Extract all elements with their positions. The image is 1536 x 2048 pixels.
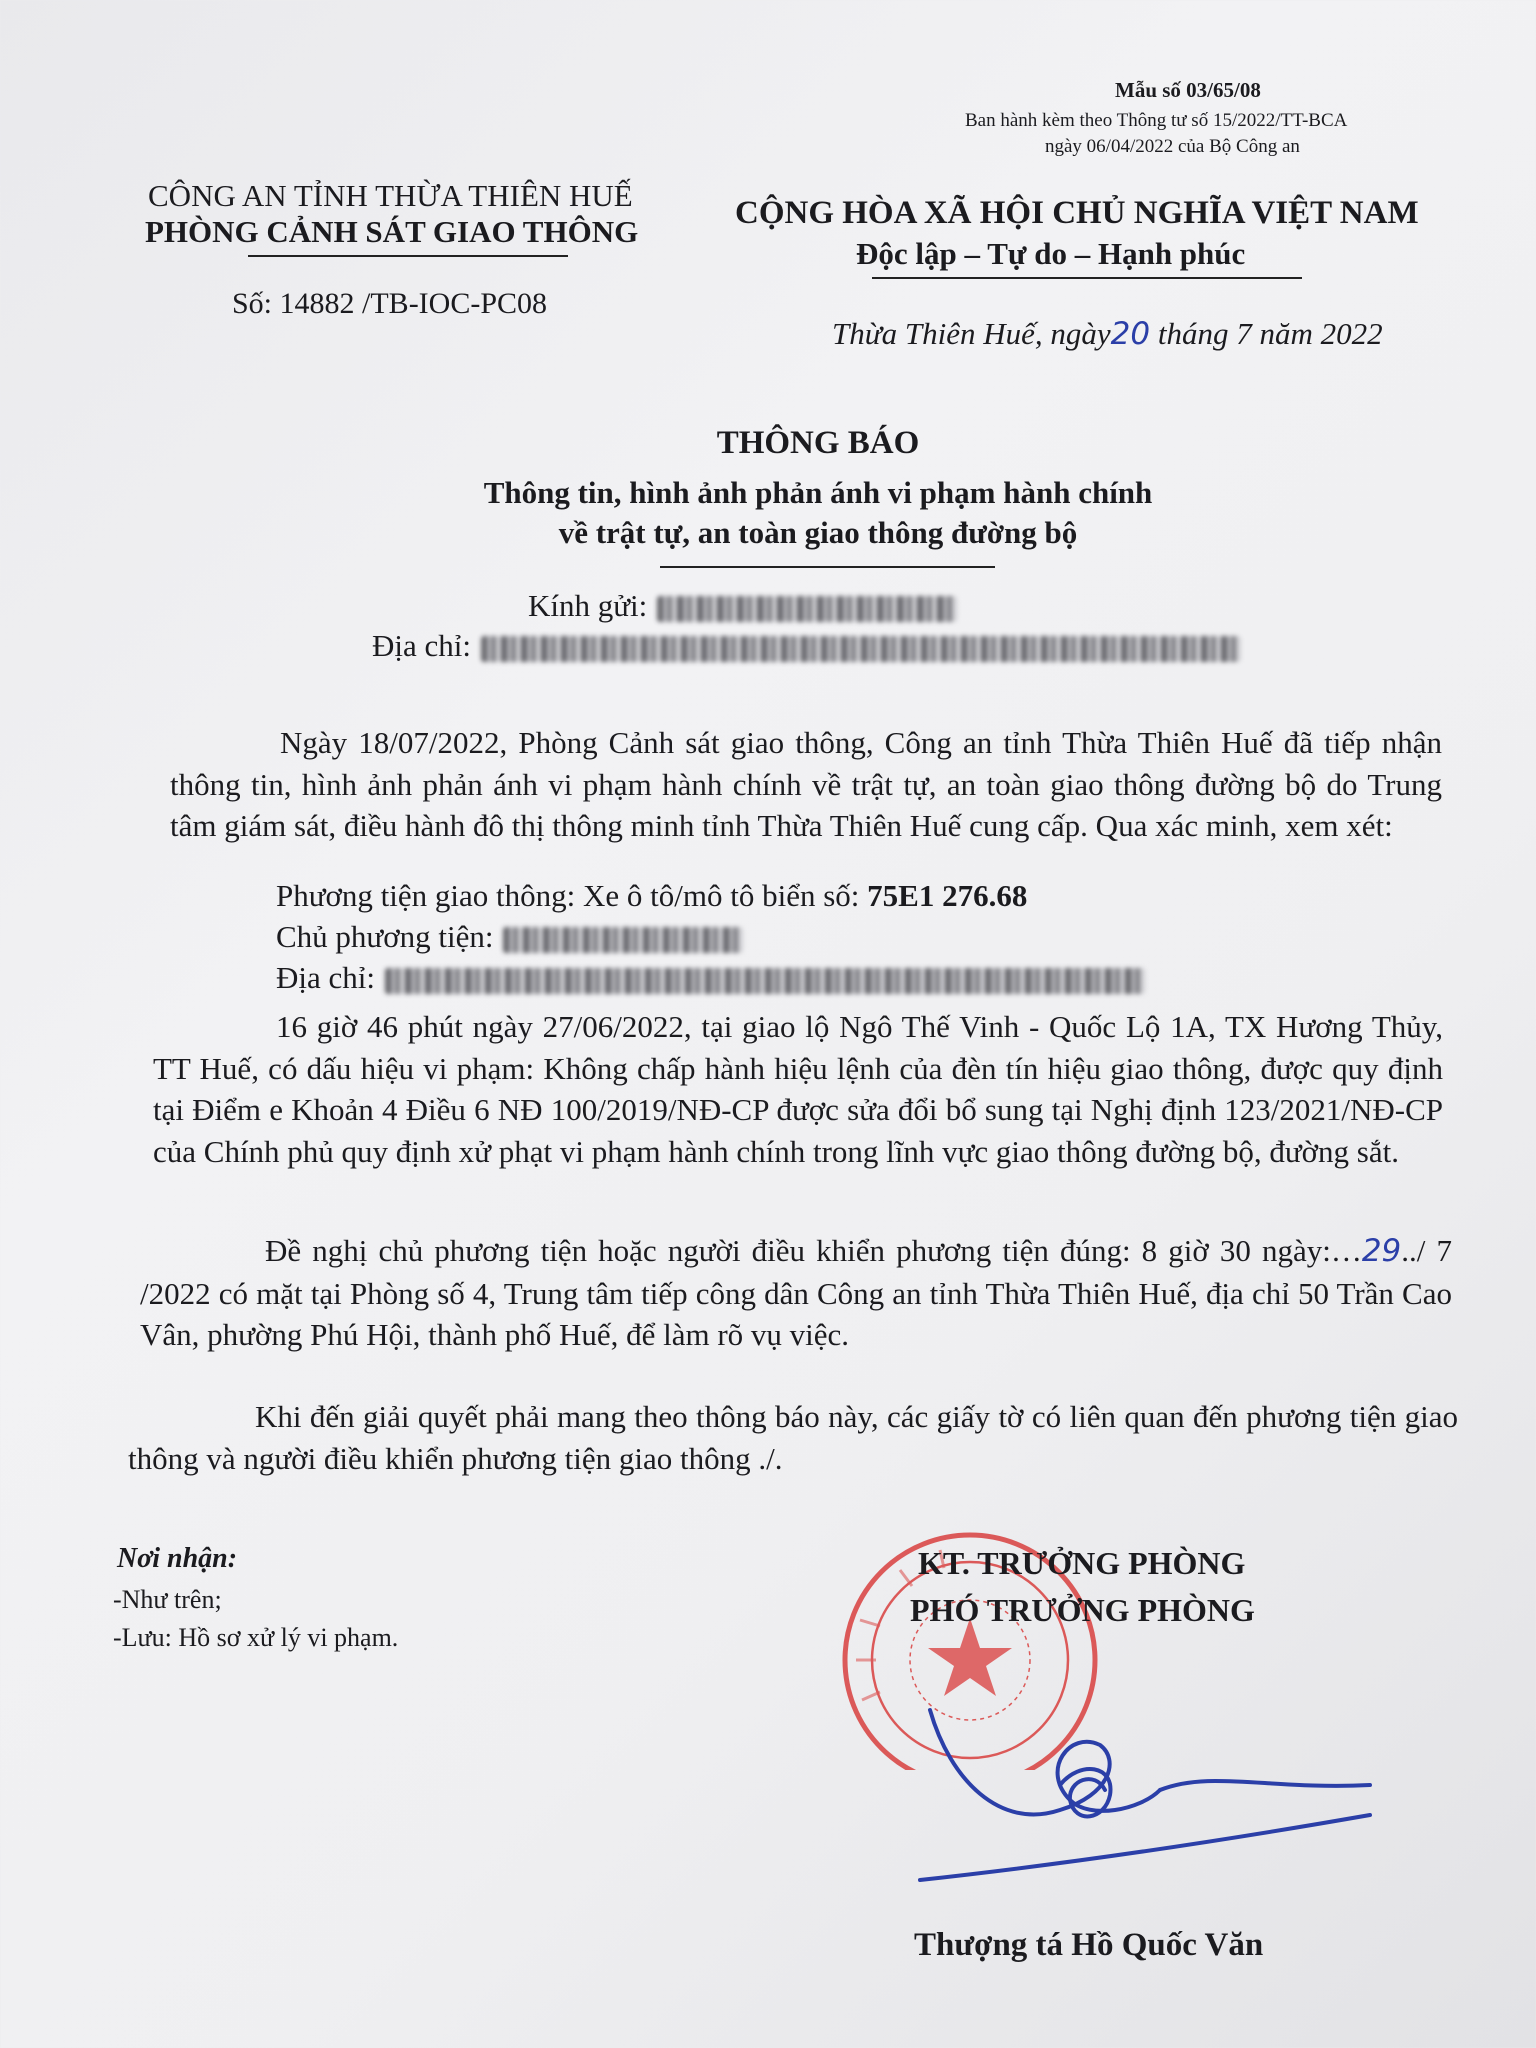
recipient-address-line xyxy=(372,628,1241,664)
summons-paragraph xyxy=(140,1230,1452,1356)
license-plate: 75E1 276.68 xyxy=(867,878,1028,913)
national-motto: Độc lập – Tự do – Hạnh phúc xyxy=(856,236,1246,271)
redacted-recipient-name xyxy=(657,596,957,622)
motto-underline xyxy=(872,277,1302,279)
title-underline xyxy=(660,566,995,568)
owner-address-line xyxy=(276,960,1145,996)
issuer-authority: CÔNG AN TỈNH THỪA THIÊN HUẾ xyxy=(148,178,633,213)
owner-line xyxy=(276,919,743,955)
document-subtitle-2: về trật tự, an toàn giao thông đường bộ xyxy=(558,515,1078,550)
recipients-item: -Như trên; xyxy=(113,1585,222,1614)
recipient-line xyxy=(528,588,957,624)
redacted-owner-address xyxy=(385,968,1145,994)
summons-text-a: Đề nghị chủ phương tiện hoặc người điều khiển phương tiện đúng: 8 giờ 30 ngày:… xyxy=(265,1233,1362,1268)
requirement-text: Khi đến giải quyết phải mang theo thông báo này, các giấy tờ có liên quan đến phương tiện giao thông và người điều khiển phương tiện giao thông ./. xyxy=(128,1399,1458,1476)
summons-text-b: ../ 7 /2022 có mặt tại Phòng số 4, Trung tâm tiếp công dân Công an tỉnh Thừa Thiên Huế, địa chỉ 50 Trần Cao Vân, phường Phú Hội, thành phố Huế, để làm rõ vụ việc. xyxy=(140,1233,1452,1352)
issuer-department: PHÒNG CẢNH SÁT GIAO THÔNG xyxy=(145,214,639,249)
summons-day-handwritten: 29 xyxy=(1361,1233,1402,1269)
form-note-date: ngày 06/04/2022 của Bộ Công an xyxy=(1045,136,1300,157)
form-note: Ban hành kèm theo Thông tư số 15/2022/TT-BCA xyxy=(965,110,1348,131)
issuer-underline xyxy=(248,255,568,257)
handwritten-signature xyxy=(910,1700,1380,1900)
national-title: CỘNG HÒA XÃ HỘI CHỦ NGHĨA VIỆT NAM xyxy=(735,195,1419,231)
redacted-recipient-address xyxy=(481,636,1241,662)
document-number: Số: 14882 /TB-IOC-PC08 xyxy=(232,287,548,320)
vehicle-label: Phương tiện giao thông: Xe ô tô/mô tô biển số: xyxy=(276,878,860,913)
recipients-title: Nơi nhận: xyxy=(117,1543,238,1574)
form-number: Mẫu số 03/65/08 xyxy=(1115,78,1261,102)
document-title: THÔNG BÁO xyxy=(716,425,920,461)
dateline-day-handwritten: 20 xyxy=(1110,316,1151,352)
dateline-month-year: tháng 7 năm 2022 xyxy=(1157,316,1383,351)
requirement-paragraph xyxy=(128,1396,1458,1479)
signature-title-1: KT. TRƯỞNG PHÒNG xyxy=(918,1545,1246,1581)
vehicle-line xyxy=(276,878,1027,914)
violation-paragraph xyxy=(153,1006,1443,1172)
owner-address-label: Địa chỉ: xyxy=(276,960,375,995)
owner-label: Chủ phương tiện: xyxy=(276,919,494,954)
intro-text: Ngày 18/07/2022, Phòng Cảnh sát giao thông, Công an tỉnh Thừa Thiên Huế đã tiếp nhận thông tin, hình ảnh phản ánh vi phạm hành chính về trật tự, an toàn giao thông đường bộ do Trung tâm giám sát, điều hành đô thị thông minh tỉnh Thừa Thiên Huế cung cấp. Qua xác minh, xem xét: xyxy=(170,725,1442,843)
signer-name: Thượng tá Hồ Quốc Văn xyxy=(914,1927,1264,1963)
dateline xyxy=(832,316,1383,352)
recipient-label: Kính gửi: xyxy=(528,588,648,623)
recipient-address-label: Địa chỉ: xyxy=(372,628,471,663)
dateline-place: Thừa Thiên Huế, ngày xyxy=(832,316,1111,351)
signature-title-2: PHÓ TRƯỞNG PHÒNG xyxy=(910,1592,1255,1628)
redacted-owner-name xyxy=(503,927,743,953)
intro-paragraph xyxy=(170,722,1442,847)
recipients-item: -Lưu: Hồ sơ xử lý vi phạm. xyxy=(113,1623,399,1652)
document-subtitle-1: Thông tin, hình ảnh phản ánh vi phạm hành chính xyxy=(483,475,1153,510)
violation-text: 16 giờ 46 phút ngày 27/06/2022, tại giao lộ Ngô Thế Vinh - Quốc Lộ 1A, TX Hương Thủy, TT Huế, có dấu hiệu vi phạm: Không chấp hành hiệu lệnh của đèn tín hiệu giao thông, được quy định tại Điểm e Khoản 4 Điều 6 NĐ 100/2019/NĐ-CP được sửa đổi bổ sung tại Nghị định 123/2021/NĐ-CP của Chính phủ quy định xử phạt vi phạm hành chính trong lĩnh vực giao thông đường bộ, đường sắt. xyxy=(153,1009,1443,1169)
